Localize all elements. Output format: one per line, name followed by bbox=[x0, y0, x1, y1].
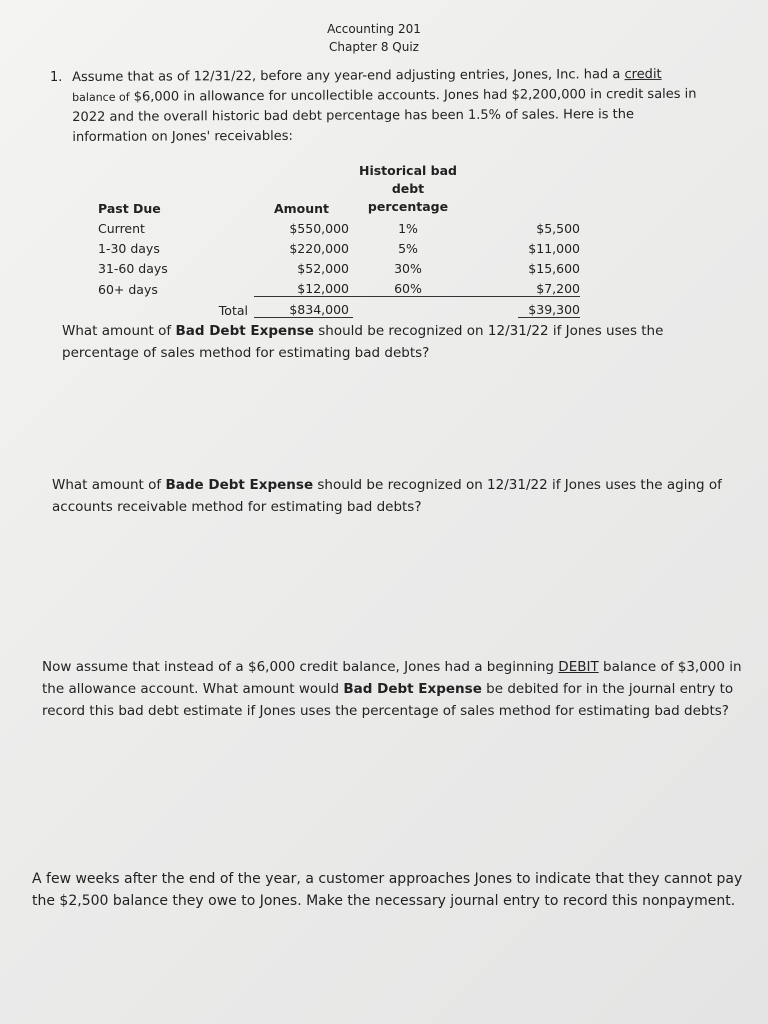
table-header-row bbox=[92, 162, 580, 216]
row-percentage: 1% bbox=[398, 221, 418, 236]
header-historical-line2: percentage bbox=[367, 199, 449, 214]
table-row bbox=[92, 236, 580, 256]
question-1-text bbox=[72, 65, 702, 148]
question-a-pre: What amount of bbox=[62, 323, 176, 339]
table-total-row bbox=[92, 297, 580, 318]
credit-underlined: credit bbox=[624, 66, 662, 83]
course-title: Accounting 201 bbox=[327, 22, 421, 36]
question-b-bold: Bade Debt Expense bbox=[165, 477, 314, 493]
row-estimate: $5,500 bbox=[536, 221, 580, 236]
table-row bbox=[92, 216, 580, 236]
quiz-title: Chapter 8 Quiz bbox=[329, 40, 419, 54]
header-amount: Amount bbox=[273, 201, 330, 216]
question-b-post: should be recognized on 12/31/22 if Jones uses the aging of accounts receivable method for estimating bad debts? bbox=[52, 477, 722, 515]
question-c-pre: Now assume that instead of a $6,000 credit balance, Jones had a beginning bbox=[42, 659, 559, 675]
row-amount: $220,000 bbox=[289, 241, 349, 256]
row-past-due: 1-30 days bbox=[98, 241, 160, 256]
row-estimate: $15,600 bbox=[528, 261, 580, 276]
question-b-pre: What amount of bbox=[52, 477, 166, 493]
header-historical bbox=[353, 162, 463, 216]
question-a bbox=[62, 320, 732, 364]
total-estimate: $39,300 bbox=[518, 297, 580, 318]
question-number: 1. bbox=[50, 70, 63, 85]
row-percentage: 60% bbox=[353, 276, 463, 297]
debit-underlined: DEBIT bbox=[558, 659, 599, 675]
row-percentage: 30% bbox=[394, 261, 422, 276]
row-estimate: $7,200 bbox=[518, 276, 580, 297]
header-historical-line1: Historical bad debt bbox=[358, 163, 457, 196]
question-b bbox=[52, 474, 732, 518]
row-amount: $12,000 bbox=[254, 276, 353, 297]
row-estimate: $11,000 bbox=[528, 241, 580, 256]
total-label: Total bbox=[218, 302, 248, 318]
question-c-bold: Bad Debt Expense bbox=[343, 681, 482, 697]
row-past-due: 60+ days bbox=[98, 281, 158, 297]
table-row bbox=[92, 256, 580, 276]
aging-table bbox=[92, 162, 580, 318]
question-c-mid: balance of $3,000 in the allowance account. What amount would bbox=[42, 659, 742, 697]
question-c bbox=[42, 656, 752, 722]
question-d: A few weeks after the end of the year, a customer approaches Jones to indicate that they cannot pay the $2,500 balance they owe to Jones. Make the necessary journal entry to record this nonpayment. bbox=[32, 871, 743, 909]
question-1-text-part1: Assume that as of 12/31/22, before any year-end adjusting entries, Jones, Inc. had a bbox=[72, 67, 625, 85]
row-amount: $550,000 bbox=[289, 221, 349, 236]
table-row bbox=[92, 276, 580, 297]
row-amount: $52,000 bbox=[297, 261, 349, 276]
row-past-due: Current bbox=[98, 221, 145, 236]
question-1-text-part2: $6,000 in allowance for uncollectible accounts. Jones had $2,200,000 in credit sales in 2022 and the overall historic bad debt percentage has been 1.5% of sales. Here is the information on Jones' receivables: bbox=[72, 86, 697, 145]
question-1-small-text: balance of bbox=[72, 90, 130, 104]
total-amount: $834,000 bbox=[254, 297, 353, 318]
row-percentage: 5% bbox=[398, 241, 418, 256]
row-past-due: 31-60 days bbox=[98, 261, 168, 276]
question-a-bold: Bad Debt Expense bbox=[175, 323, 314, 339]
question-a-post: should be recognized on 12/31/22 if Jones uses the percentage of sales method for estimating bad debts? bbox=[62, 323, 664, 361]
header-past-due: Past Due bbox=[98, 201, 161, 216]
question-c-post: be debited for in the journal entry to record this bad debt estimate if Jones uses the percentage of sales method for estimating bad debts? bbox=[42, 681, 734, 719]
